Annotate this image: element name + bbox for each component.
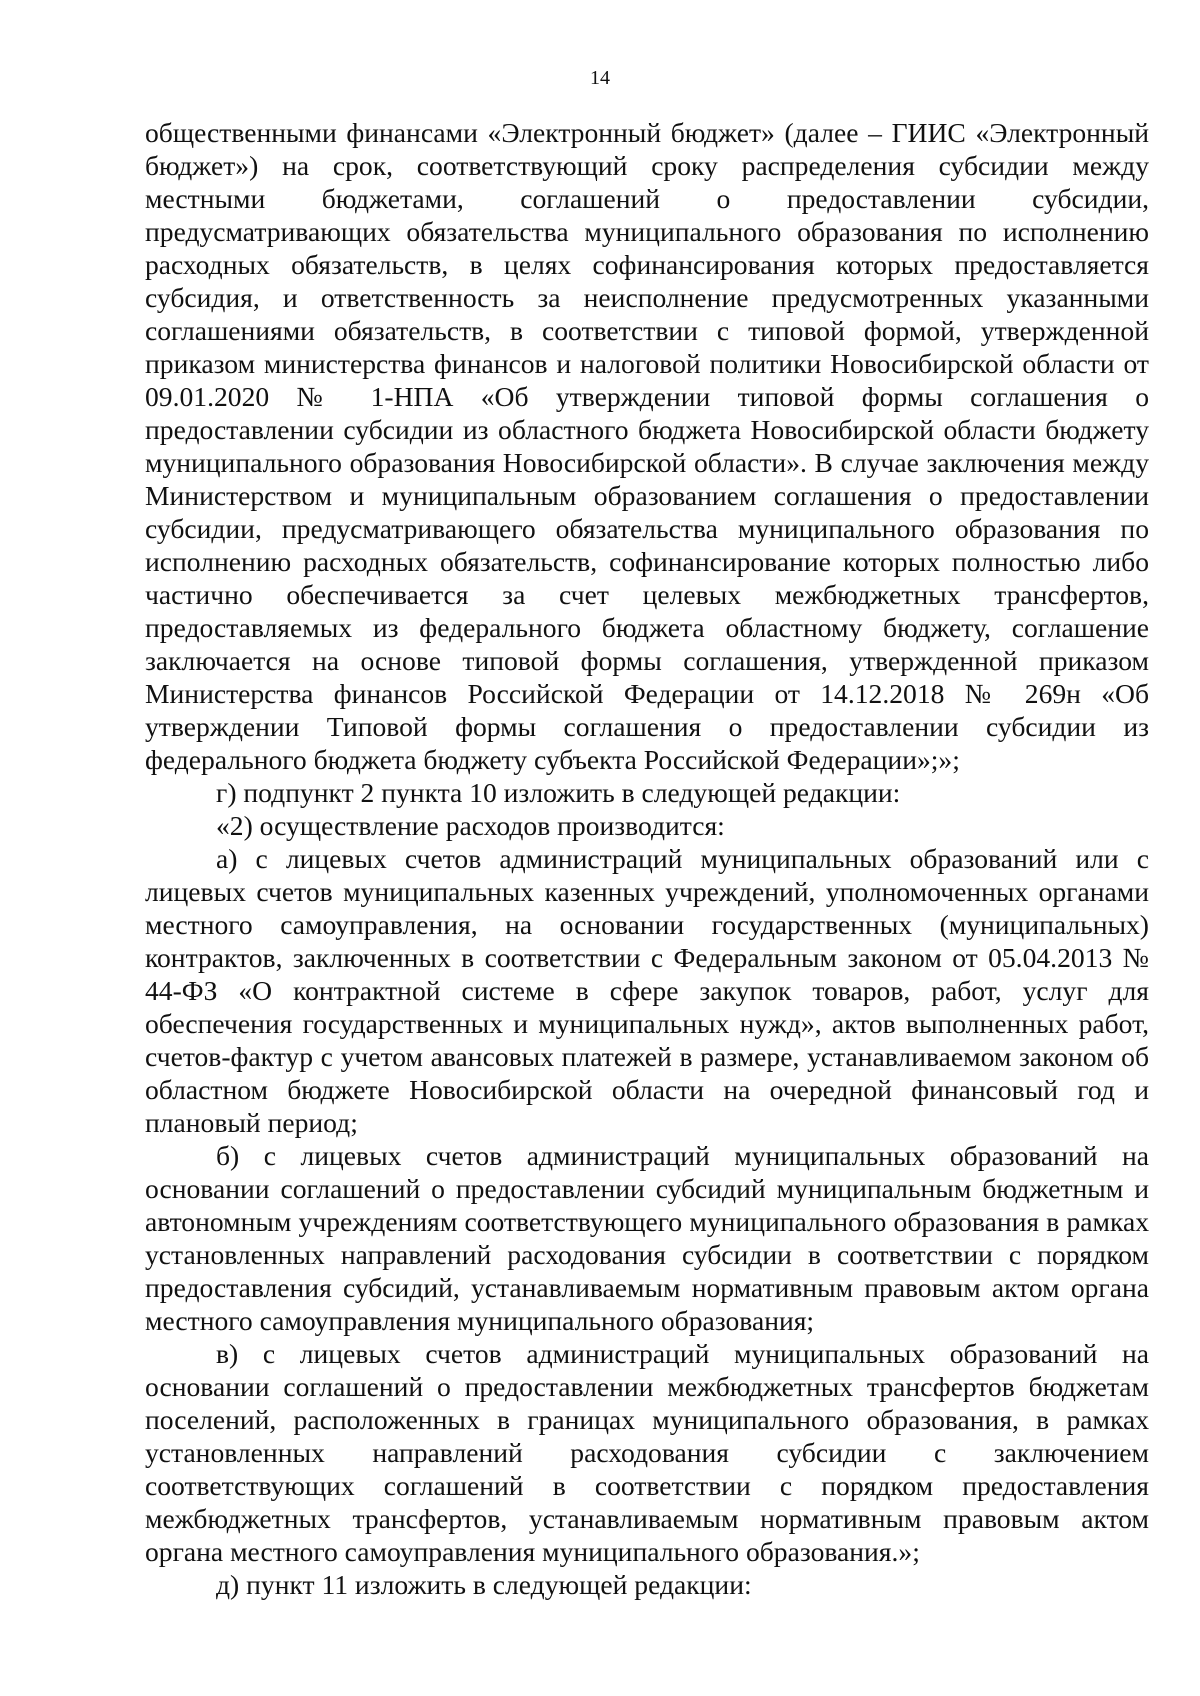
paragraph-3: «2) осуществление расходов производится: — [216, 810, 725, 841]
paragraph-2: г) подпункт 2 пункта 10 изложить в следующей редакции: — [216, 777, 901, 808]
paragraph-1: общественными финансами «Электронный бюджет» (далее – ГИИС «Электронный бюджет») на срок, соответствующий сроку распределения субсидии между местными бюджетами, соглашений о предоставлении субсидии, предусматривающих обязательства муниципального образования по исполнению расходных обязательств, в целях софинансирования которых предоставляется субсидия, и ответственность за неисполнение предусмотренных указанными соглашениями обязательств, в соответствии с типовой формой, утвержденной приказом министерства финансов и налоговой политики Новосибирской области от 09.01.2020 № 1-НПА «Об утверждении типовой формы соглашения о предоставлении субсидии из областного бюджета Новосибирской области бюджету муниципального образования Новосибирской области». В случае заключения между Министерством и муниципальным образованием соглашения о предоставлении субсидии, предусматривающего обязательства муниципального образования по исполнению расходных обязательств, софинансирование которых полностью либо частично обеспечивается за счет целевых межбюджетных трансфертов, предоставляемых из федерального бюджета областному бюджету, соглашение заключается на основе типовой формы соглашения, утвержденной приказом Министерства финансов Российской Федерации от 14.12.2018 № 269н «Об утверждении Типовой формы соглашения о предоставлении субсидии из федерального бюджета бюджету субъекта Российской Федерации»;»; — [145, 117, 1149, 775]
document-body — [145, 116, 1149, 1601]
paragraph-6: в) с лицевых счетов администраций муниципальных образований на основании соглашений о предоставлении межбюджетных трансфертов бюджетам поселений, расположенных в границах муниципального образования, в рамках установленных направлений расходования субсидии с заключением соответствующих соглашений в соответствии с порядком предоставления межбюджетных трансфертов, устанавливаемым нормативным правовым актом органа местного самоуправления муниципального образования.»; — [145, 1338, 1149, 1567]
paragraph-5: б) с лицевых счетов администраций муниципальных образований на основании соглашений о предоставлении субсидий муниципальным бюджетным и автономным учреждениям соответствующего муниципального образования в рамках установленных направлений расходования субсидии в соответствии с порядком предоставления субсидий, устанавливаемым нормативным правовым актом органа местного самоуправления муниципального образования; — [145, 1140, 1149, 1336]
paragraph-4: а) с лицевых счетов администраций муниципальных образований или с лицевых счетов муниципальных казенных учреждений, уполномоченных органами местного самоуправления, на основании государственных (муниципальных) контрактов, заключенных в соответствии с Федеральным законом от 05.04.2013 № 44-ФЗ «О контрактной системе в сфере закупок товаров, работ, услуг для обеспечения государственных и муниципальных нужд», актов выполненных работ, счетов-фактур с учетом авансовых платежей в размере, устанавливаемом законом об областном бюджете Новосибирской области на очередной финансовый год и плановый период; — [145, 843, 1149, 1138]
paragraph-7: д) пункт 11 изложить в следующей редакции: — [216, 1569, 752, 1600]
page-number: 14 — [590, 67, 610, 89]
